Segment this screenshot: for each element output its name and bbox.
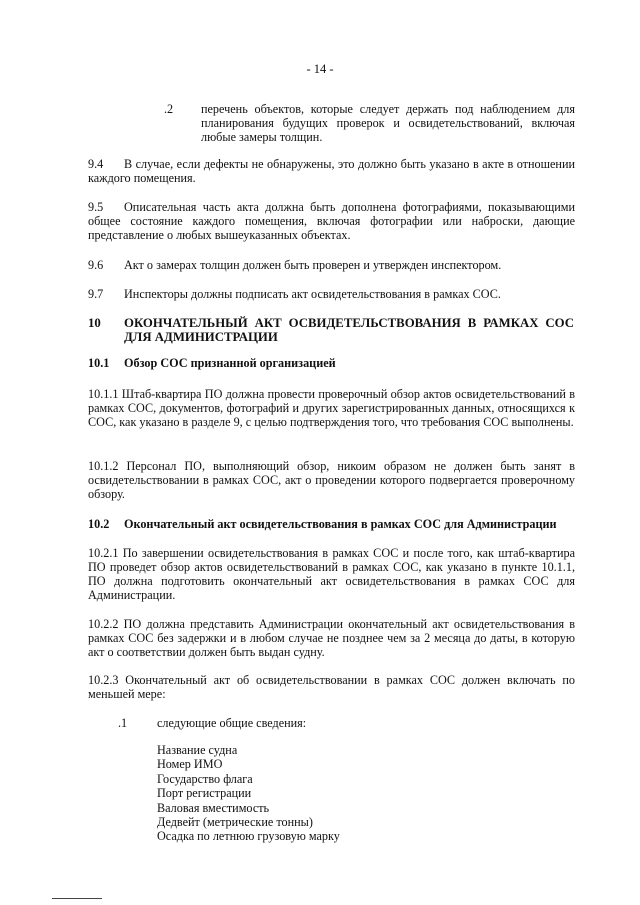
list-item: Осадка по летнюю грузовую марку bbox=[157, 829, 340, 844]
paragraph-9-5 bbox=[88, 200, 575, 242]
paragraph-10-1-2: 10.1.2 Персонал ПО, выполняющий обзор, никоим образом не должен быть занят в освидетельствовании в рамках СОС, акт о проведении которого подвергается проверочному обзору. bbox=[88, 459, 575, 501]
item-1-text: следующие общие сведения: bbox=[157, 716, 307, 730]
paragraph-text: В случае, если дефекты не обнаружены, это должно быть указано в акте в отношении каждого помещения. bbox=[88, 157, 575, 185]
heading-number: 10 bbox=[88, 316, 101, 330]
paragraph-number: 9.7 bbox=[88, 287, 104, 301]
paragraph-10-2-1: 10.2.1 По завершении освидетельствования в рамках СОС и после того, как штаб-квартира ПО проведет обзор актов освидетельствований в рамках СОС, как указано в пункте 10.1.1, ПО должна подготовить окончательный акт освидетельствования в рамках СОС для Администрации. bbox=[88, 546, 575, 602]
paragraph-text: Инспекторы должны подписать акт освидетельствования в рамках СОС. bbox=[124, 287, 501, 301]
paragraph-9-6 bbox=[88, 258, 575, 272]
paragraph-10-2-2: 10.2.2 ПО должна представить Администрации окончательный акт освидетельствования в рамках СОС без задержки и в любом случае не позднее чем за 2 месяца до даты, в которую акт о соответствии должен быть выдан судну. bbox=[88, 617, 575, 659]
list-item: Номер ИМО bbox=[157, 757, 223, 772]
section-heading-10 bbox=[88, 316, 575, 344]
heading-number: 10.1 bbox=[88, 356, 110, 370]
paragraph-9-4 bbox=[88, 157, 575, 185]
item-2-number: .2 bbox=[164, 102, 174, 116]
paragraph-9-7 bbox=[88, 287, 575, 301]
section-heading-10-2 bbox=[88, 517, 557, 531]
item-1-number: .1 bbox=[118, 716, 128, 730]
section-heading-10-1 bbox=[88, 356, 336, 370]
item-2-text: перечень объектов, которые следует держать под наблюдением для планирования будущих проверок и освидетельствований, включая любые замеры толщин. bbox=[201, 102, 575, 144]
paragraph-text: Описательная часть акта должна быть дополнена фотографиями, показывающими общее состояние каждого помещения, включая фотографии или наброски, дающие представление о любых вышеуказанных объектах. bbox=[88, 200, 575, 242]
paragraph-10-1-1: 10.1.1 Штаб-квартира ПО должна провести проверочный обзор актов освидетельствований в рамках СОС, документов, фотографий и других зарегистрированных данных, относящихся к СОС, как указано в разделе 9, с целью подтверждения того, что требования СОС выполнены. bbox=[88, 387, 575, 429]
heading-text: ОКОНЧАТЕЛЬНЫЙ АКТ ОСВИДЕТЕЛЬСТВОВАНИЯ В РАМКАХ СОС ДЛЯ АДМИНИСТРАЦИИ bbox=[124, 316, 574, 344]
paragraph-number: 9.5 bbox=[88, 200, 104, 214]
heading-text: Обзор СОС признанной организацией bbox=[124, 356, 336, 370]
list-item: Государство флага bbox=[157, 771, 253, 786]
paragraph-10-2-3: 10.2.3 Окончательный акт об освидетельствовании в рамках СОС должен включать по меньшей мере: bbox=[88, 673, 575, 701]
paragraph-text: Акт о замерах толщин должен быть проверен и утвержден инспектором. bbox=[124, 258, 502, 272]
list-item: Дедвейт (метрические тонны) bbox=[157, 815, 313, 830]
heading-text: Окончательный акт освидетельствования в рамках СОС для Администрации bbox=[124, 517, 557, 531]
list-item: Валовая вместимость bbox=[157, 800, 270, 815]
list-item: Название судна bbox=[157, 743, 238, 757]
heading-number: 10.2 bbox=[88, 517, 110, 531]
list-item: Порт регистрации bbox=[157, 786, 252, 801]
paragraph-number: 9.6 bbox=[88, 258, 104, 272]
page-number: - 14 - bbox=[306, 62, 334, 76]
footer-rule bbox=[52, 898, 102, 899]
paragraph-number: 9.4 bbox=[88, 157, 104, 171]
general-info-list bbox=[157, 743, 340, 844]
